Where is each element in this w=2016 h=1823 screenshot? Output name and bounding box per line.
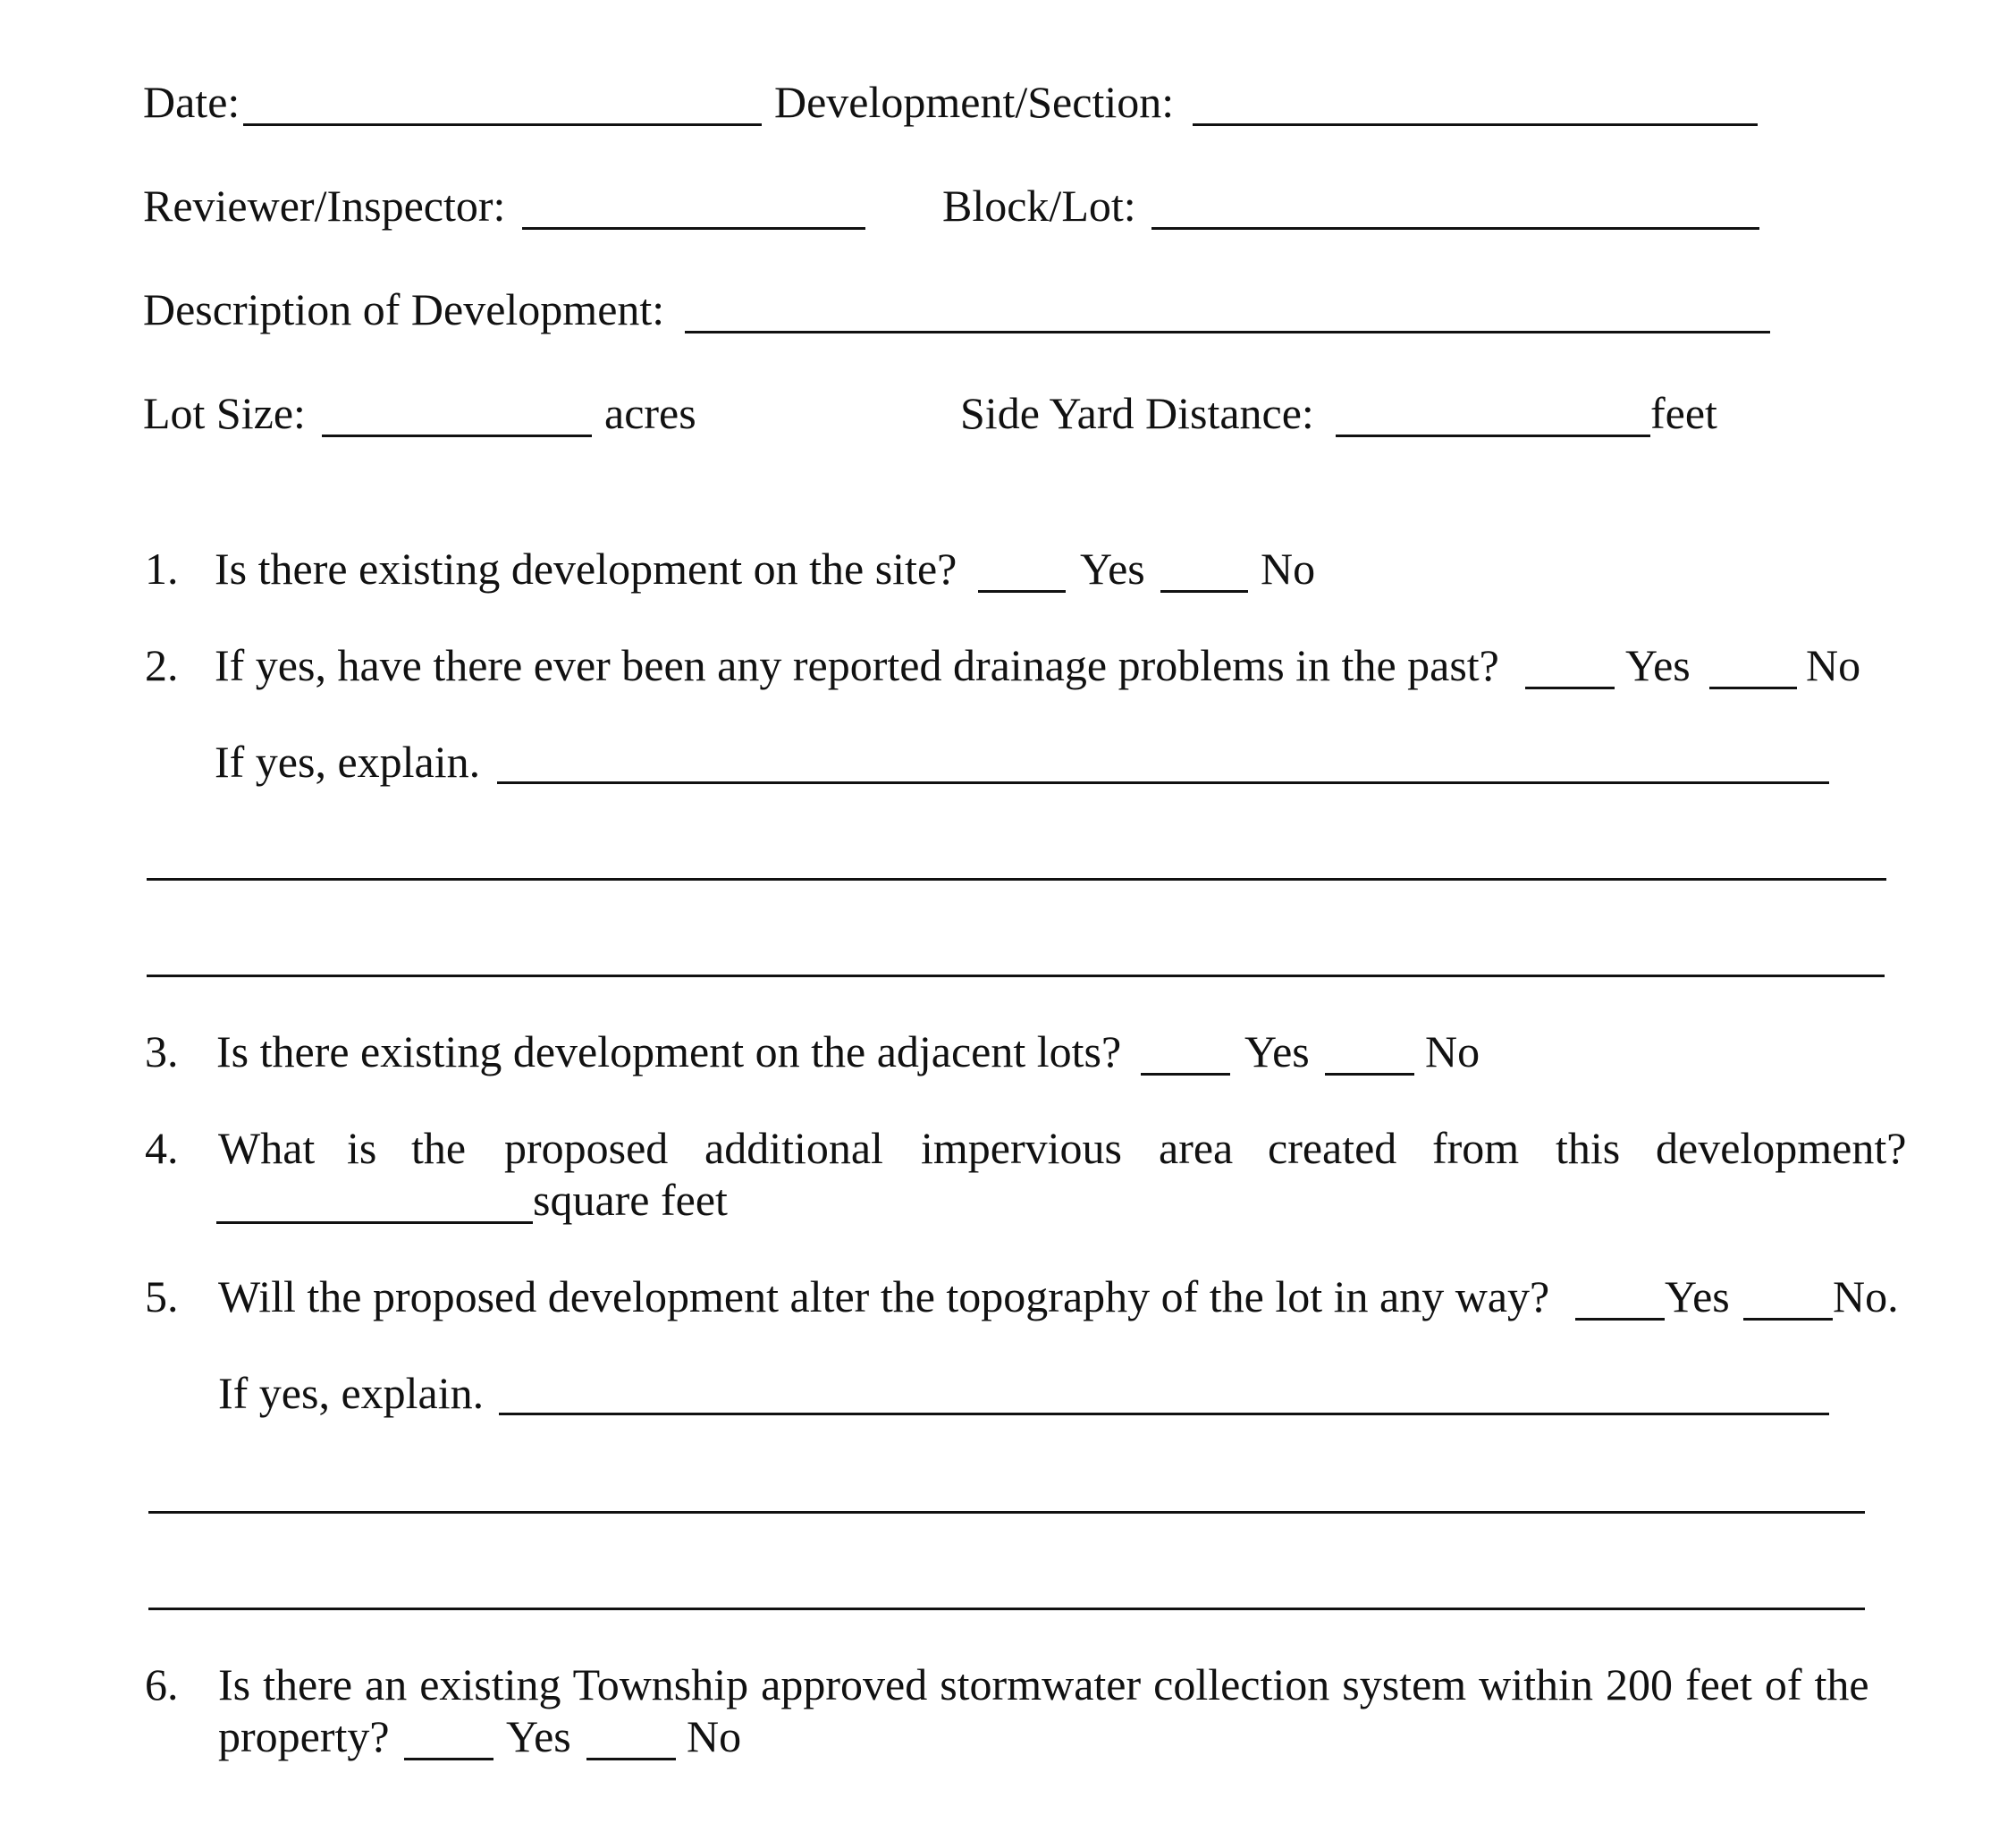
- question-3-text: Is there existing development on the adjacent lots?: [216, 1026, 1122, 1076]
- question-2-yes-field[interactable]: [1525, 687, 1615, 689]
- question-4-word: this: [1556, 1123, 1621, 1173]
- question-2-explain-line-3[interactable]: [147, 975, 1885, 977]
- lot-size-label: Lot Size:: [143, 388, 306, 438]
- description-field[interactable]: [685, 331, 1770, 333]
- question-5-explain-line-3[interactable]: [148, 1608, 1865, 1610]
- question-5-no-field[interactable]: [1743, 1318, 1833, 1321]
- question-6-text: Is there an existing Township approved stormwater collection system within 200 feet of the: [218, 1659, 1869, 1709]
- question-4-word: proposed: [504, 1123, 669, 1173]
- question-2-no-field[interactable]: [1709, 687, 1797, 689]
- date-label: Date:: [143, 77, 240, 127]
- question-4-word: What: [218, 1123, 316, 1173]
- question-4-number: 4.: [145, 1123, 179, 1173]
- question-2-explain-line-2[interactable]: [147, 878, 1886, 881]
- question-6-no-label: No: [687, 1711, 742, 1761]
- question-6-yes-field[interactable]: [404, 1758, 493, 1760]
- question-2-explain-field[interactable]: [497, 781, 1829, 784]
- question-6-yes-label: Yes: [506, 1711, 571, 1761]
- side-yard-label: Side Yard Distance:: [960, 388, 1314, 438]
- side-yard-field[interactable]: [1336, 435, 1650, 437]
- question-1-no-field[interactable]: [1160, 590, 1248, 593]
- question-3-yes-label: Yes: [1244, 1026, 1310, 1076]
- question-2-number: 2.: [145, 640, 179, 690]
- question-5-explain-label: If yes, explain.: [218, 1368, 485, 1418]
- lot-size-field[interactable]: [322, 435, 592, 437]
- question-3-yes-field[interactable]: [1141, 1073, 1230, 1076]
- question-2-no-label: No: [1806, 640, 1861, 690]
- question-4-area-field[interactable]: [216, 1221, 533, 1224]
- question-2-yes-label: Yes: [1625, 640, 1691, 690]
- question-1-yes-label: Yes: [1080, 544, 1145, 594]
- question-6-no-field[interactable]: [586, 1758, 676, 1760]
- description-label: Description of Development:: [143, 284, 665, 334]
- question-1-text: Is there existing development on the site?: [215, 544, 957, 594]
- question-4-word: area: [1159, 1123, 1234, 1173]
- question-5-yes-label: Yes: [1665, 1271, 1730, 1321]
- question-5-number: 5.: [145, 1271, 179, 1321]
- question-5-yes-field[interactable]: [1575, 1318, 1665, 1321]
- question-3-number: 3.: [145, 1026, 179, 1076]
- block-lot-field[interactable]: [1151, 227, 1759, 230]
- question-3-no-label: No: [1425, 1026, 1480, 1076]
- development-section-field[interactable]: [1193, 123, 1758, 126]
- question-2-text: If yes, have there ever been any reported drainage problems in the past?: [215, 640, 1499, 690]
- question-4-word: is: [347, 1123, 377, 1173]
- question-1-number: 1.: [145, 544, 179, 594]
- question-4-word: from: [1432, 1123, 1520, 1173]
- question-4-word: the: [411, 1123, 467, 1173]
- question-4-word: additional: [704, 1123, 883, 1173]
- question-5-explain-field[interactable]: [499, 1413, 1829, 1415]
- question-5-no-label: No.: [1833, 1271, 1899, 1321]
- development-section-label: Development/Section:: [774, 77, 1175, 127]
- question-4-word: development?: [1656, 1123, 1907, 1173]
- question-4-word: created: [1268, 1123, 1397, 1173]
- acres-unit: acres: [604, 388, 696, 438]
- block-lot-label: Block/Lot:: [942, 181, 1136, 231]
- reviewer-field[interactable]: [522, 227, 865, 230]
- question-6-text-line-2: property?: [218, 1711, 390, 1761]
- feet-unit: feet: [1650, 388, 1717, 438]
- question-3-no-field[interactable]: [1325, 1073, 1414, 1076]
- question-5-explain-line-2[interactable]: [148, 1511, 1865, 1514]
- date-field[interactable]: [243, 123, 762, 126]
- reviewer-label: Reviewer/Inspector:: [143, 181, 506, 231]
- question-6-number: 6.: [145, 1659, 179, 1709]
- question-2-explain-label: If yes, explain.: [215, 737, 481, 787]
- question-4-unit: square feet: [533, 1175, 728, 1225]
- question-4-word: impervious: [921, 1123, 1122, 1173]
- question-1-no-label: No: [1261, 544, 1316, 594]
- question-1-yes-field[interactable]: [978, 590, 1066, 593]
- question-5-text: Will the proposed development alter the topography of the lot in any way?: [218, 1271, 1550, 1321]
